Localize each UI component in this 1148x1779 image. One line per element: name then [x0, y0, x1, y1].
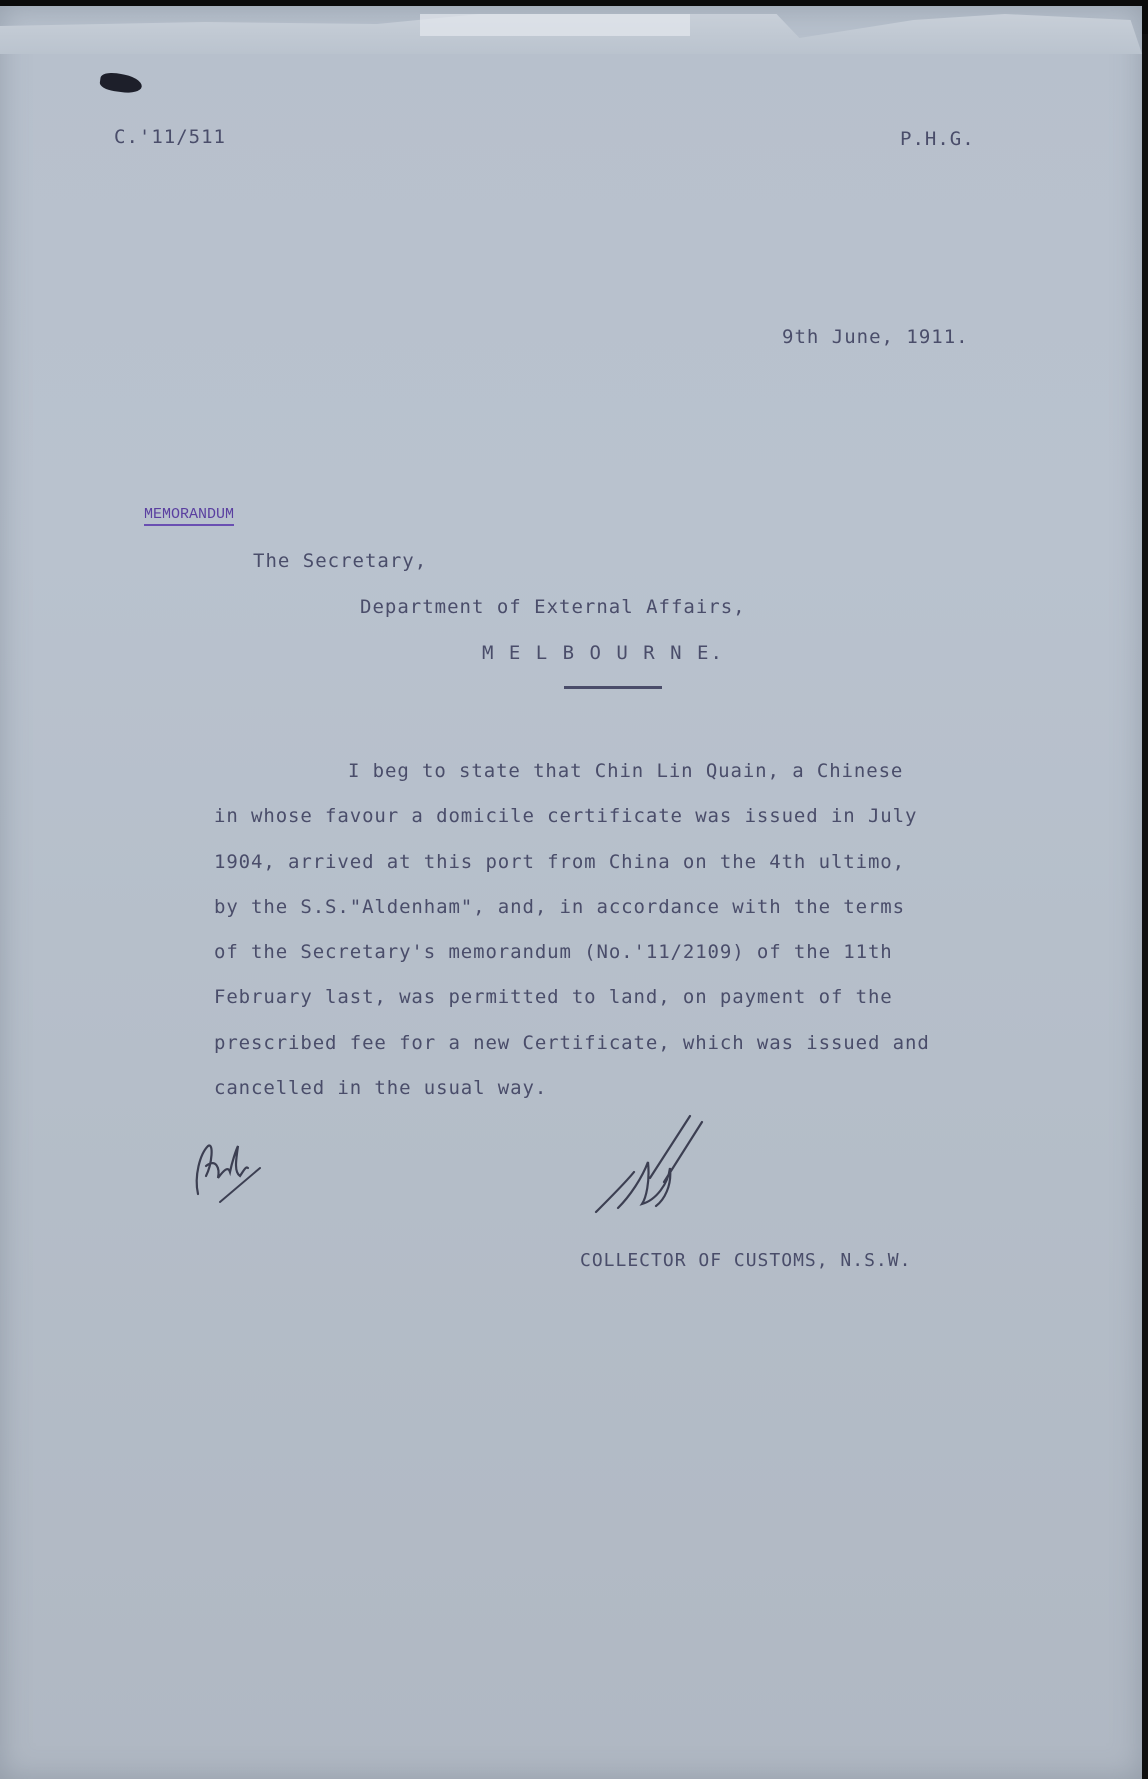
body-line: by the S.S."Aldenham", and, in accordance with the terms — [214, 895, 905, 918]
body-line: in whose favour a domicile certificate was issued in July — [214, 805, 918, 828]
collector-signature — [590, 1112, 720, 1222]
department-line: Department of External Affairs, — [360, 596, 746, 618]
divider-rule — [564, 686, 662, 689]
body-line: 1904, arrived at this port from China on the 4th ultimo, — [214, 850, 905, 873]
body-line: of the Secretary's memorandum (No.'11/2109) of the 11th — [214, 941, 893, 964]
document-page — [0, 6, 1142, 1779]
memo-body — [214, 749, 1034, 1111]
reference-number: C.'11/511 — [114, 126, 226, 148]
initials-reference: P.H.G. — [900, 128, 975, 150]
addressee-line: The Secretary, — [253, 550, 428, 572]
body-line: prescribed fee for a new Certificate, which was issued and — [214, 1031, 930, 1054]
city-line: M E L B O U R N E. — [482, 642, 724, 664]
body-line: I beg to state that Chin Lin Quain, a Chinese — [348, 760, 904, 782]
initials-signature — [190, 1106, 280, 1206]
body-line: cancelled in the usual way. — [214, 1077, 548, 1100]
memorandum-heading: MEMORANDUM — [144, 506, 234, 526]
ink-blot — [99, 71, 143, 95]
body-line: February last, was permitted to land, on payment of the — [214, 986, 893, 1009]
tape-mark — [420, 14, 690, 36]
document-date: 9th June, 1911. — [782, 326, 969, 348]
signatory-title: COLLECTOR OF CUSTOMS, N.S.W. — [580, 1250, 912, 1271]
